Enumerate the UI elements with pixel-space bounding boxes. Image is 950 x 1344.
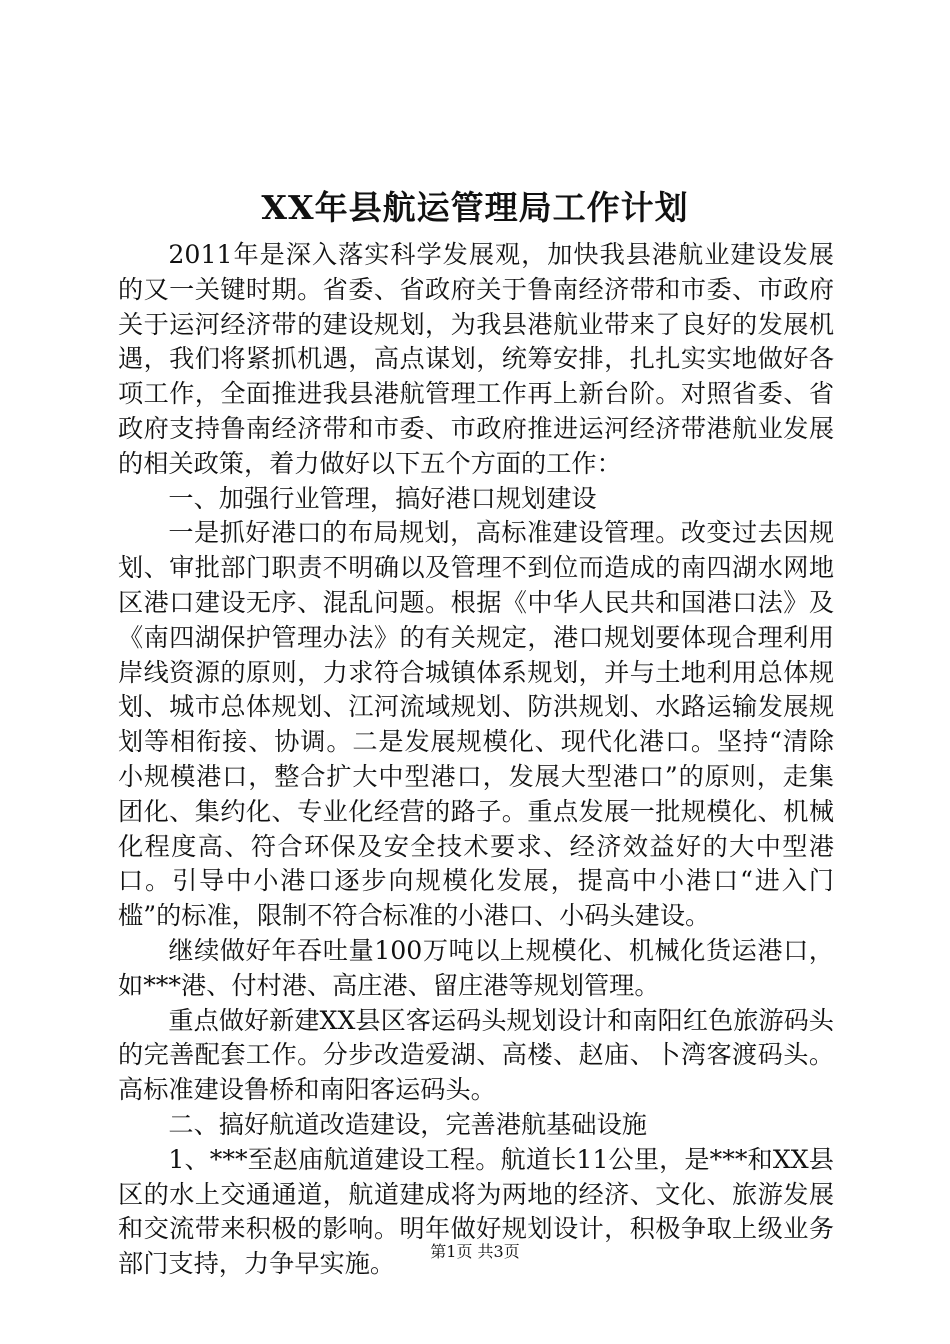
document-body	[118, 238, 834, 1282]
paragraph-passenger-terminals: 重点做好新建XX县区客运码头规划设计和南阳红色旅游码头的完善配套工作。分步改造爱湖、高楼、赵庙、卜湾客渡码头。高标准建设鲁桥和南阳客运码头。	[118, 1005, 834, 1105]
page-footer: 第1页 共3页	[430, 1242, 520, 1261]
paragraph-port-planning: 一是抓好港口的布局规划，高标准建设管理。改变过去因规划、审批部门职责不明确以及管理不到位而造成的南四湖水网地区港口建设无序、混乱问题。根据《中华人民共和国港口法》及《南四湖保护管理办法》的有关规定，港口规划要体现合理利用岸线资源的原则，力求符合城镇体系规划，并与土地利用总体规划、城市总体规划、江河流域规划、防洪规划、水路运输发展规划等相衔接、协调。二是发展规模化、现代化港口。坚持“清除小规模港口，整合扩大中型港口，发展大型港口”的原则，走集团化、集约化、专业化经营的路子。重点发展一批规模化、机械化程度高、符合环保及安全技术要求、经济效益好的大中型港口。引导中小港口逐步向规模化发展，提高中小港口“进入门槛”的标准，限制不符合标准的小港口、小码头建设。	[118, 518, 834, 931]
section-heading-1: 一、加强行业管理，搞好港口规划建设	[168, 483, 597, 513]
paragraph-cargo-ports: 继续做好年吞吐量100万吨以上规模化、机械化货运港口，如***港、付村港、高庄港、留庄港等规划管理。	[118, 935, 834, 1000]
document-title: XX年县航运管理局工作计划	[261, 188, 689, 227]
paragraph-waterway-project: 1、***至赵庙航道建设工程。航道长11公里，是***和XX县区的水上交通通道，航道建成将为两地的经济、文化、旅游发展和交流带来积极的影响。明年做好规划设计，积极争取上级业务部门支持，力争早实施。	[118, 1144, 834, 1279]
paragraph-intro: 2011年是深入落实科学发展观，加快我县港航业建设发展的又一关键时期。省委、省政府关于鲁南经济带和市委、市政府关于运河经济带的建设规划，为我县港航业带来了良好的发展机遇，我们将紧抓机遇，高点谋划，统筹安排，扎扎实实地做好各项工作，全面推进我县港航管理工作再上新台阶。对照省委、省政府支持鲁南经济带和市委、市政府推进运河经济带港航业发展的相关政策，着力做好以下五个方面的工作：	[118, 240, 834, 478]
section-heading-2: 二、搞好航道改造建设，完善港航基础设施	[168, 1109, 647, 1139]
